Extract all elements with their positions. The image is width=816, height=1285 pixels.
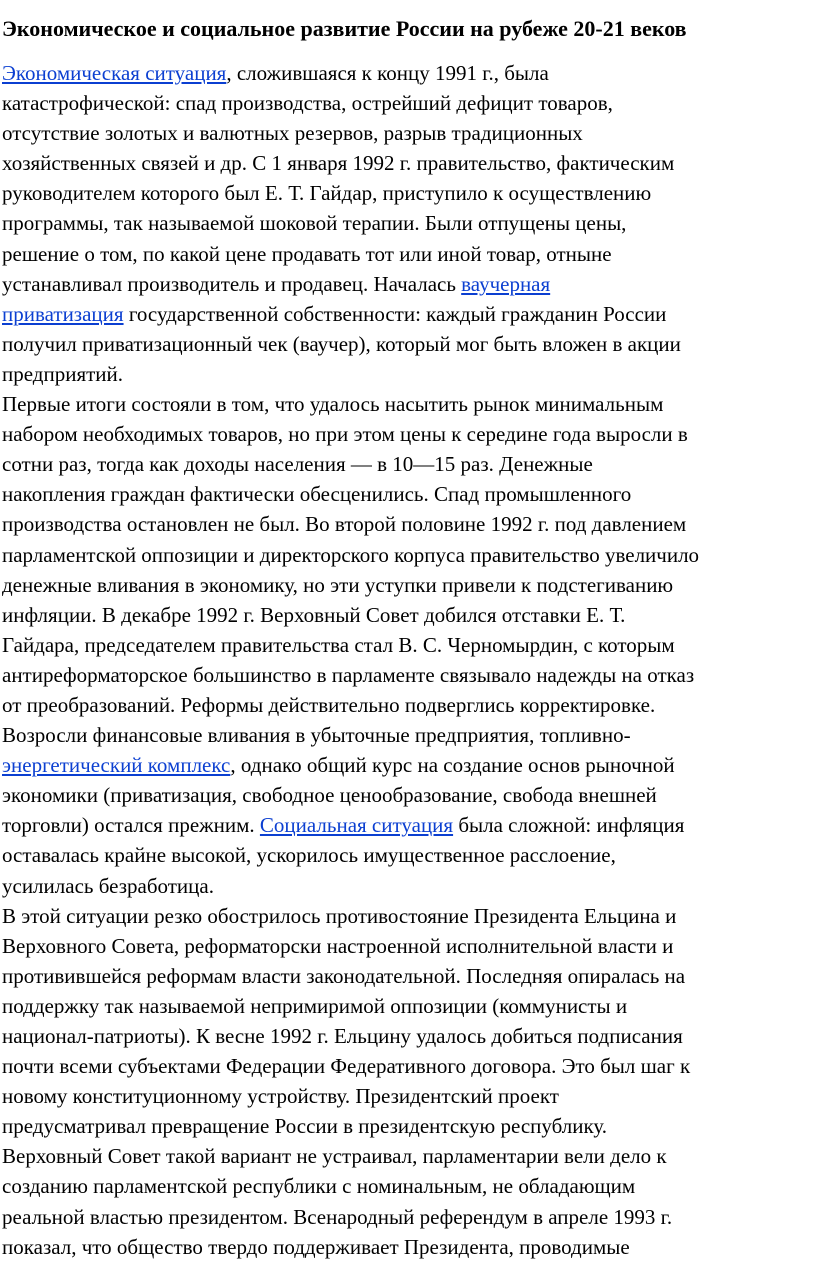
text-line	[2, 269, 814, 299]
line-text: хозяйственных связей и др. С 1 января 1992 г. правительство, фактическим	[2, 151, 675, 176]
text-line	[2, 419, 814, 449]
line-text: катастрофической: спад производства, острейший дефицит товаров,	[2, 91, 613, 116]
line-text: парламентской оппозиции и директорского корпуса правительство увеличило	[2, 542, 700, 567]
inline-link[interactable]: энергетический комплекс	[2, 753, 231, 778]
text-line	[2, 991, 814, 1021]
inline-link[interactable]: приватизация	[2, 301, 124, 326]
text-line	[2, 118, 814, 148]
text-line	[2, 299, 814, 329]
line-text: Гайдара, председателем правительства стал В. С. Черномырдин, с которым	[2, 632, 675, 657]
text-line	[2, 931, 814, 961]
line-text: противившейся реформам власти законодательной. Последняя опиралась на	[2, 963, 686, 988]
line-text: Первые итоги состояли в том, что удалось насытить рынок минимальным	[2, 392, 664, 417]
text-line	[2, 630, 814, 660]
text-line	[2, 750, 814, 780]
line-text: получил приватизационный чек (ваучер), который мог быть вложен в акции	[2, 331, 681, 356]
line-text: отсутствие золотых и валютных резервов, разрыв традиционных	[2, 121, 583, 146]
text-line	[2, 961, 814, 991]
line-text: усилилась безработица.	[2, 873, 214, 898]
text-line	[2, 901, 814, 931]
text-line	[2, 329, 814, 359]
line-text: производства остановлен не был. Во второй половине 1992 г. под давлением	[2, 512, 687, 537]
text-line	[2, 1021, 814, 1051]
line-text: государственной собственности: каждый гражданин России	[123, 301, 667, 326]
line-text: почти всеми субъектами Федерации Федеративного договора. Это был шаг к	[2, 1054, 691, 1079]
line-text: антиреформаторское большинство в парламенте связывало надежды на отказ	[2, 662, 695, 687]
text-line	[2, 1081, 814, 1111]
line-text: Возросли финансовые вливания в убыточные предприятия, топливно-	[2, 723, 631, 748]
text-line	[2, 58, 814, 88]
line-text: предусматривал превращение России в президентскую республику.	[2, 1114, 608, 1139]
line-text: была сложной: инфляция	[453, 813, 685, 838]
text-line	[2, 1202, 814, 1232]
line-text: Верховного Совета, реформаторски настроенной исполнительной власти и	[2, 933, 674, 958]
text-line	[2, 1171, 814, 1201]
text-line	[2, 359, 814, 389]
line-text: национал-патриоты). К весне 1992 г. Ельцину удалось добиться подписания	[2, 1024, 683, 1048]
text-line	[2, 840, 814, 870]
document-body	[2, 58, 814, 1262]
line-text: денежные вливания в экономику, но эти уступки привели к подстегиванию	[2, 572, 674, 597]
inline-link[interactable]: ваучерная	[461, 271, 551, 296]
text-line	[2, 178, 814, 208]
line-text: накопления граждан фактически обесценились. Спад промышленного	[2, 482, 632, 507]
line-text: показал, что общество твердо поддерживает Президента, проводимые	[2, 1234, 630, 1259]
text-line	[2, 871, 814, 901]
line-text: набором необходимых товаров, но при этом цены к середине года выросли в	[2, 422, 688, 447]
text-line	[2, 509, 814, 539]
inline-link[interactable]: Социальная ситуация	[259, 813, 454, 838]
line-text: , сложившаяся к концу 1991 г., была	[226, 61, 549, 85]
text-line	[2, 810, 814, 840]
line-text: от преобразований. Реформы действительно подверглись корректировке.	[2, 692, 656, 717]
text-line	[2, 148, 814, 178]
line-text: оставалась крайне высокой, ускорилось имущественное расслоение,	[2, 843, 616, 868]
text-line	[2, 239, 814, 269]
line-text: реальной властью президентом. Всенародный референдум в апреле 1993 г.	[2, 1204, 673, 1229]
text-line	[2, 570, 814, 600]
text-line	[2, 208, 814, 238]
text-line	[2, 540, 814, 570]
text-line	[2, 1232, 814, 1262]
text-line	[2, 1111, 814, 1141]
line-text: В этой ситуации резко обострилось противостояние Президента Ельцина и	[2, 903, 677, 928]
text-line	[2, 449, 814, 479]
inline-link[interactable]: Экономическая ситуация	[2, 61, 227, 85]
text-line	[2, 720, 814, 750]
line-text: решение о том, по какой цене продавать тот или иной товар, отныне	[2, 241, 612, 266]
line-text: руководителем которого был Е. Т. Гайдар, приступило к осуществлению	[2, 181, 652, 206]
text-line	[2, 1051, 814, 1081]
line-text: программы, так называемой шоковой терапии. Были отпущены цены,	[2, 211, 627, 236]
text-line	[2, 780, 814, 810]
line-text: Верховный Совет такой вариант не устраивал, парламентарии вели дело к	[2, 1144, 667, 1169]
line-text: устанавливал производитель и продавец. Началась	[2, 271, 462, 296]
line-text: торговли) остался прежним.	[2, 813, 260, 838]
line-text: поддержку так называемой непримиримой оппозиции (коммунисты и	[2, 993, 628, 1018]
page-title: Экономическое и социальное развитие России на рубеже 20-21 веков	[2, 16, 687, 41]
text-line	[2, 690, 814, 720]
line-text: созданию парламентской республики с номинальным, не обладающим	[2, 1174, 636, 1199]
text-line	[2, 1141, 814, 1171]
text-line	[2, 479, 814, 509]
text-line	[2, 660, 814, 690]
text-line	[2, 88, 814, 118]
line-text: новому конституционному устройству. Президентский проект	[2, 1084, 559, 1109]
line-text: предприятий.	[2, 361, 124, 386]
line-text: инфляции. В декабре 1992 г. Верховный Совет добился отставки Е. Т.	[2, 602, 626, 627]
text-line	[2, 389, 814, 419]
text-line	[2, 600, 814, 630]
line-text: , однако общий курс на создание основ рыночной	[230, 753, 675, 778]
line-text: экономики (приватизация, свободное ценообразование, свобода внешней	[2, 783, 657, 808]
line-text: сотни раз, тогда как доходы населения — в 10—15 раз. Денежные	[2, 452, 593, 477]
